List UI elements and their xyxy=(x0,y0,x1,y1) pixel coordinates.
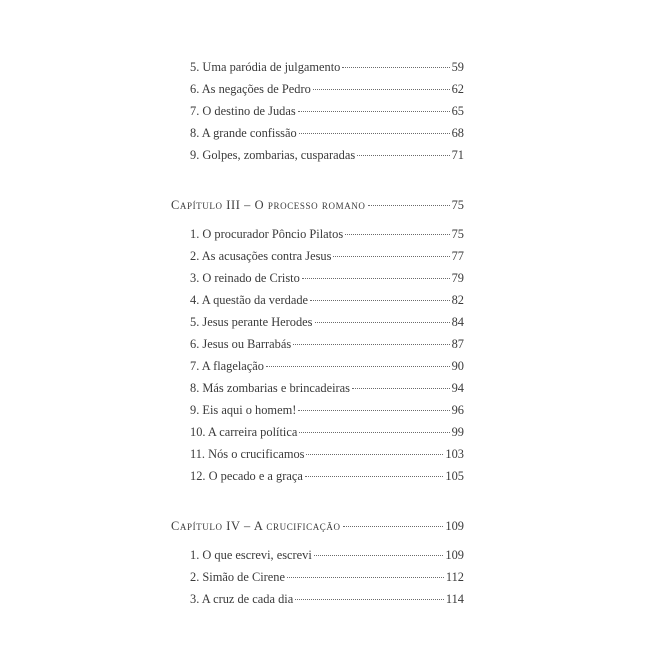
dot-leader xyxy=(299,133,450,134)
toc-entry xyxy=(171,223,464,245)
toc-entry xyxy=(171,122,464,144)
toc-entry-page: 87 xyxy=(451,337,464,351)
toc-entry-title: 9. Golpes, zombarias, cusparadas xyxy=(190,148,356,162)
toc-entry-title: 10. A carreira política xyxy=(190,425,298,439)
toc-entry-title: 6. As negações de Pedro xyxy=(190,82,311,96)
chapter-page: 109 xyxy=(445,519,464,533)
dot-leader xyxy=(293,344,449,345)
dot-leader xyxy=(299,432,449,433)
chapter-page: 75 xyxy=(451,198,464,212)
toc-entry-title: 5. Jesus perante Herodes xyxy=(190,315,313,329)
toc-entry xyxy=(171,267,464,289)
chapter-title xyxy=(171,194,366,216)
toc-entry xyxy=(171,399,464,421)
dot-leader xyxy=(357,155,449,156)
dot-leader xyxy=(352,388,450,389)
toc-entry-page: 77 xyxy=(451,249,464,263)
toc-entry xyxy=(171,78,464,100)
chapter-prefix: Capítulo IV – xyxy=(171,519,254,533)
dot-leader xyxy=(306,454,443,455)
toc-entry-page: 105 xyxy=(445,469,464,483)
dot-leader xyxy=(287,577,444,578)
toc-entry-title: 1. O procurador Pôncio Pilatos xyxy=(190,227,344,241)
toc-entry xyxy=(171,289,464,311)
toc-entry-page: 75 xyxy=(451,227,464,241)
chapter-heading xyxy=(171,194,464,216)
toc-entry xyxy=(171,566,464,588)
dot-leader xyxy=(295,599,444,600)
toc-entry-title: 8. A grande confissão xyxy=(190,126,297,140)
toc-entry xyxy=(171,377,464,399)
dot-leader xyxy=(368,205,450,206)
toc-entry-page: 114 xyxy=(445,592,464,606)
toc-entry-title: 5. Uma paródia de julgamento xyxy=(190,60,341,74)
toc-entry-title: 2. As acusações contra Jesus xyxy=(190,249,332,263)
toc-entry xyxy=(171,443,464,465)
dot-leader xyxy=(298,111,450,112)
toc-entry-title: 11. Nós o crucificamos xyxy=(190,447,305,461)
toc-entry-page: 65 xyxy=(451,104,464,118)
toc-entry xyxy=(171,100,464,122)
dot-leader xyxy=(342,67,449,68)
dot-leader xyxy=(305,476,444,477)
toc-entry-page: 90 xyxy=(451,359,464,373)
spacer xyxy=(171,537,464,544)
toc-entry-title: 3. O reinado de Cristo xyxy=(190,271,300,285)
dot-leader xyxy=(333,256,449,257)
toc-entry-page: 112 xyxy=(445,570,464,584)
chapter-prefix: Capítulo III – xyxy=(171,198,255,212)
toc-entry-page: 82 xyxy=(451,293,464,307)
toc-entry-title: 7. A flagelação xyxy=(190,359,264,373)
toc-entry-page: 103 xyxy=(445,447,464,461)
toc-entry xyxy=(171,56,464,78)
toc-entry-page: 99 xyxy=(451,425,464,439)
dot-leader xyxy=(266,366,450,367)
toc-entry-page: 94 xyxy=(451,381,464,395)
toc-entry-title: 3. A cruz de cada dia xyxy=(190,592,294,606)
dot-leader xyxy=(298,410,449,411)
toc-entry-title: 12. O pecado e a graça xyxy=(190,469,303,483)
toc-entry-title: 1. O que escrevi, escrevi xyxy=(190,548,312,562)
toc-entry xyxy=(171,588,464,610)
chapter-heading xyxy=(171,515,464,537)
toc-entry xyxy=(171,355,464,377)
toc-entry-page: 109 xyxy=(445,548,464,562)
dot-leader xyxy=(314,555,444,556)
toc-entry-page: 71 xyxy=(451,148,464,162)
dot-leader xyxy=(343,526,444,527)
toc-entry-page: 79 xyxy=(451,271,464,285)
toc-entry-title: 9. Eis aqui o homem! xyxy=(190,403,297,417)
toc-entry xyxy=(171,311,464,333)
dot-leader xyxy=(315,322,450,323)
toc-entry-page: 96 xyxy=(451,403,464,417)
chapter-name: A crucificação xyxy=(253,519,341,533)
toc-entry-page: 59 xyxy=(451,60,464,74)
dot-leader xyxy=(310,300,450,301)
toc-entry xyxy=(171,333,464,355)
spacer xyxy=(171,166,464,194)
toc-entry-title: 8. Más zombarias e brincadeiras xyxy=(190,381,350,395)
spacer xyxy=(171,487,464,515)
toc-entry xyxy=(171,544,464,566)
chapter-name: O processo romano xyxy=(254,198,366,212)
toc-entry-page: 68 xyxy=(451,126,464,140)
toc-entry-title: 6. Jesus ou Barrabás xyxy=(190,337,292,351)
dot-leader xyxy=(345,234,449,235)
chapter-title xyxy=(171,515,341,537)
toc-entry xyxy=(171,245,464,267)
toc-entry xyxy=(171,421,464,443)
toc-entry-page: 62 xyxy=(451,82,464,96)
dot-leader xyxy=(313,89,450,90)
toc-entry-title: 4. A questão da verdade xyxy=(190,293,309,307)
dot-leader xyxy=(302,278,450,279)
toc-entry xyxy=(171,144,464,166)
toc-entry xyxy=(171,465,464,487)
toc-entry-page: 84 xyxy=(451,315,464,329)
spacer xyxy=(171,216,464,223)
table-of-contents xyxy=(171,56,464,610)
toc-entry-title: 7. O destino de Judas xyxy=(190,104,296,118)
toc-entry-title: 2. Simão de Cirene xyxy=(190,570,285,584)
